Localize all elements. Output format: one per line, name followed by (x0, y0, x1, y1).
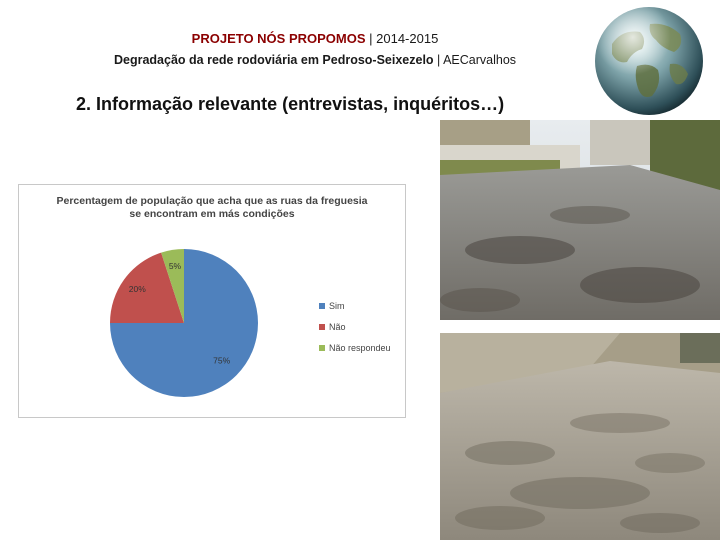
legend-swatch (319, 324, 325, 330)
chart-legend (319, 295, 391, 358)
slide-header (60, 30, 570, 69)
data-label-não: 20% (128, 284, 146, 295)
legend-item-não-respondeu (319, 337, 391, 358)
legend-label: Não (329, 321, 346, 332)
legend-swatch (319, 303, 325, 309)
legend-label: Sim (329, 300, 345, 311)
potholed-road-photo (440, 333, 720, 540)
legend-item-não (319, 316, 391, 337)
globe-image (592, 4, 706, 118)
subtitle-topic: Degradação da rede rodoviária em Pedroso-Seixezelo (113, 53, 434, 67)
chart-title-line2: se encontram em más condições (129, 208, 295, 220)
project-name: PROJETO NÓS PROPOMOS (191, 31, 366, 46)
legend-swatch (319, 345, 325, 351)
legend-item-sim (319, 295, 391, 316)
project-years: | 2014-2015 (365, 31, 439, 46)
section-title: 2. Informação relevante (entrevistas, inquéritos…) (76, 94, 505, 114)
legend-label: Não respondeu (329, 342, 391, 353)
data-label-não-respondeu: 5% (168, 260, 182, 271)
project-subtitle (60, 51, 570, 69)
degraded-road-photo (440, 120, 720, 320)
project-title (60, 30, 570, 48)
chart-title-line1: Percentagem de população que acha que as ruas da freguesia (56, 195, 368, 207)
data-label-sim: 75% (213, 355, 231, 366)
pie-chart (18, 184, 406, 418)
subtitle-school: | AECarvalhos (433, 53, 517, 67)
